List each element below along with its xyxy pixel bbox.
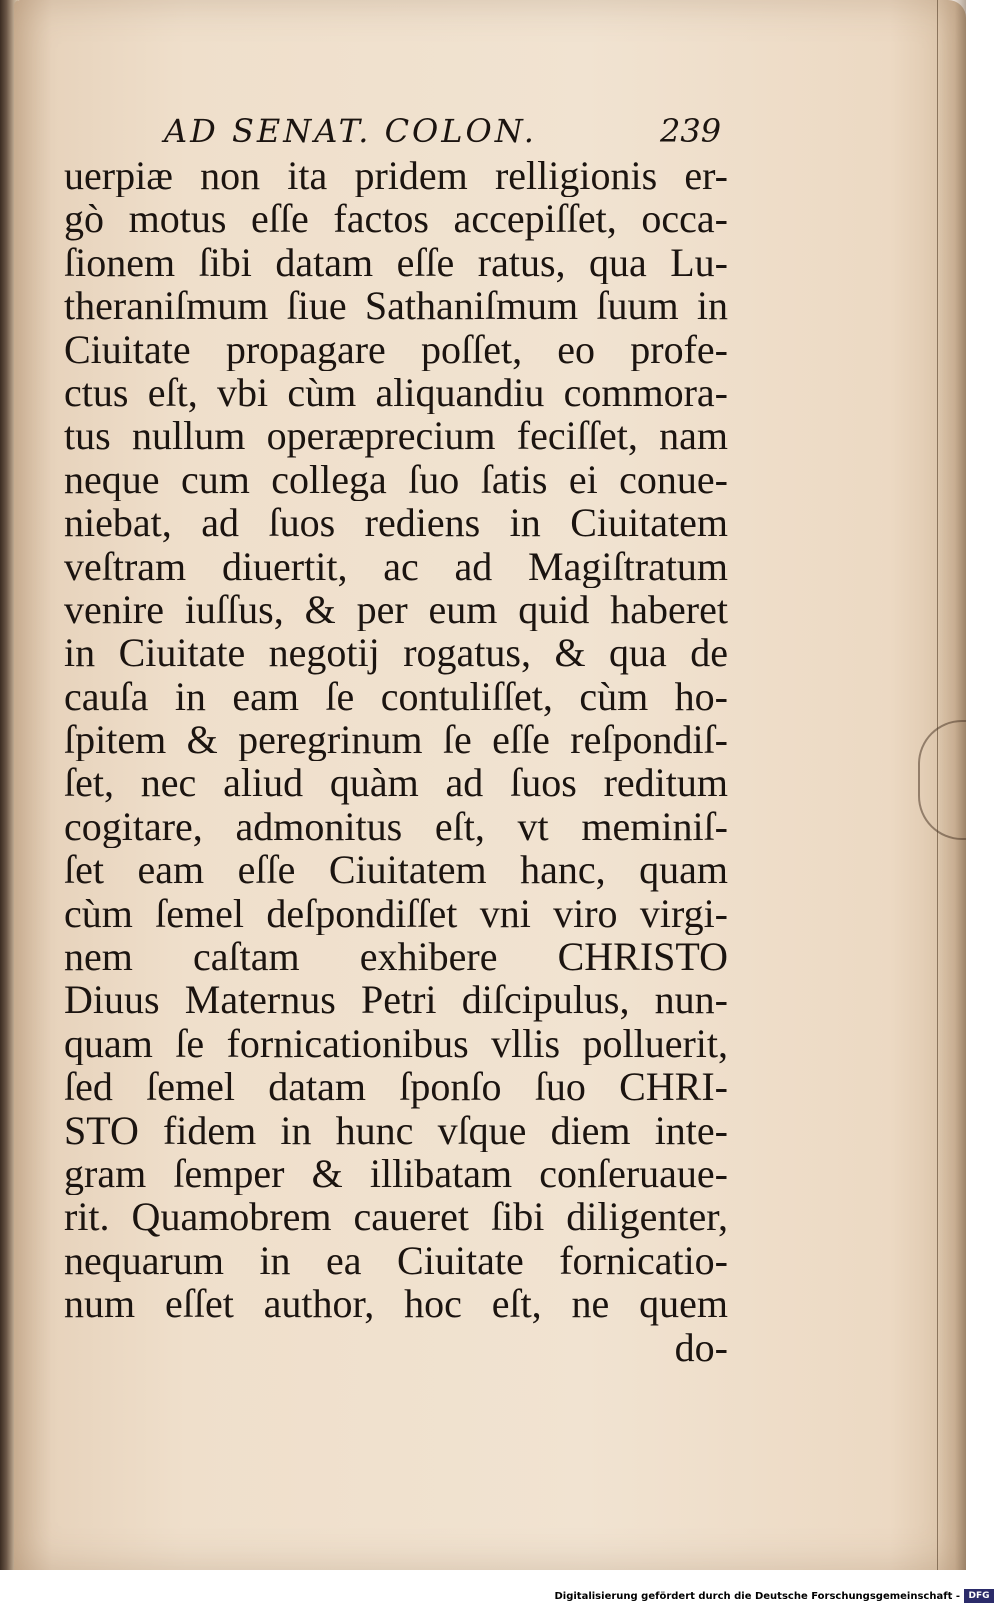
- text-line: veſtram diuertit, ac ad Magiſtratum: [64, 544, 728, 588]
- running-head-title: AD SENAT. COLON.: [164, 112, 537, 150]
- digitization-footer: [0, 1570, 1000, 1608]
- catchword: do-: [674, 1325, 728, 1369]
- text-line: quam ſe fornicationibus vllis polluerit,: [64, 1021, 728, 1066]
- text-line: ſed ſemel datam ſponſo ſuo CHRI-: [64, 1065, 728, 1109]
- text-line: venire iuſſus, & per eum quid haberet: [64, 587, 728, 632]
- text-line: ſet eam eſſe Ciuitatem hanc, quam: [64, 848, 728, 892]
- running-head: [14, 112, 966, 156]
- text-line: cùm ſemel deſpondiſſet vni viro virgi-: [64, 891, 728, 936]
- text-line: cauſa in eam ſe contuliſſet, cùm ho-: [64, 674, 728, 719]
- text-line: tus nullum operæprecium feciſſet, nam: [64, 414, 728, 458]
- text-line: num eſſet author, hoc eſt, ne quem: [64, 1282, 728, 1326]
- book-page: [14, 0, 966, 1570]
- text-line: STO fidem in hunc vſque diem inte-: [64, 1108, 728, 1152]
- body-text: [64, 154, 728, 1369]
- text-line: uerpiæ non ita pridem relligionis er-: [64, 154, 728, 198]
- page-fold-notch: [918, 720, 966, 840]
- funding-credit: Digitalisierung gefördert durch die Deutsche Forschungsgemeinschaft -: [554, 1591, 960, 1602]
- text-line: cogitare, admonitus eſt, vt meminiſ-: [64, 804, 728, 849]
- text-line: niebat, ad ſuos rediens in Ciuitatem: [64, 501, 728, 545]
- text-line: neque cum collega ſuo ſatis ei conue-: [64, 457, 728, 502]
- text-line: Ciuitate propagare poſſet, eo profe-: [64, 327, 728, 371]
- text-line: in Ciuitate negotij rogatus, & qua de: [64, 631, 728, 675]
- text-line: ſionem ſibi datam eſſe ratus, qua Lu-: [64, 240, 728, 285]
- text-line: ſet, nec aliud quàm ad ſuos reditum: [64, 761, 728, 805]
- text-line: gram ſemper & illibatam conſeruaue-: [64, 1151, 728, 1196]
- text-line: rit. Quamobrem caueret ſibi diligenter,: [64, 1195, 728, 1239]
- text-line: theraniſmum ſiue Sathaniſmum ſuum in: [64, 284, 728, 328]
- page-number: 239: [660, 112, 722, 150]
- text-line: Diuus Maternus Petri diſcipulus, nun-: [64, 978, 728, 1022]
- text-line: ctus eſt, vbi cùm aliquandiu commora-: [64, 370, 728, 415]
- text-line: nem caſtam exhibere CHRISTO: [64, 935, 728, 979]
- text-line: nequarum in ea Ciuitate fornicatio-: [64, 1238, 728, 1283]
- text-line: ſpitem & peregrinum ſe eſſe reſpondiſ-: [64, 718, 728, 762]
- text-line: gò motus eſſe factos accepiſſet, occa-: [64, 197, 728, 241]
- dfg-logo: DFG: [964, 1589, 994, 1603]
